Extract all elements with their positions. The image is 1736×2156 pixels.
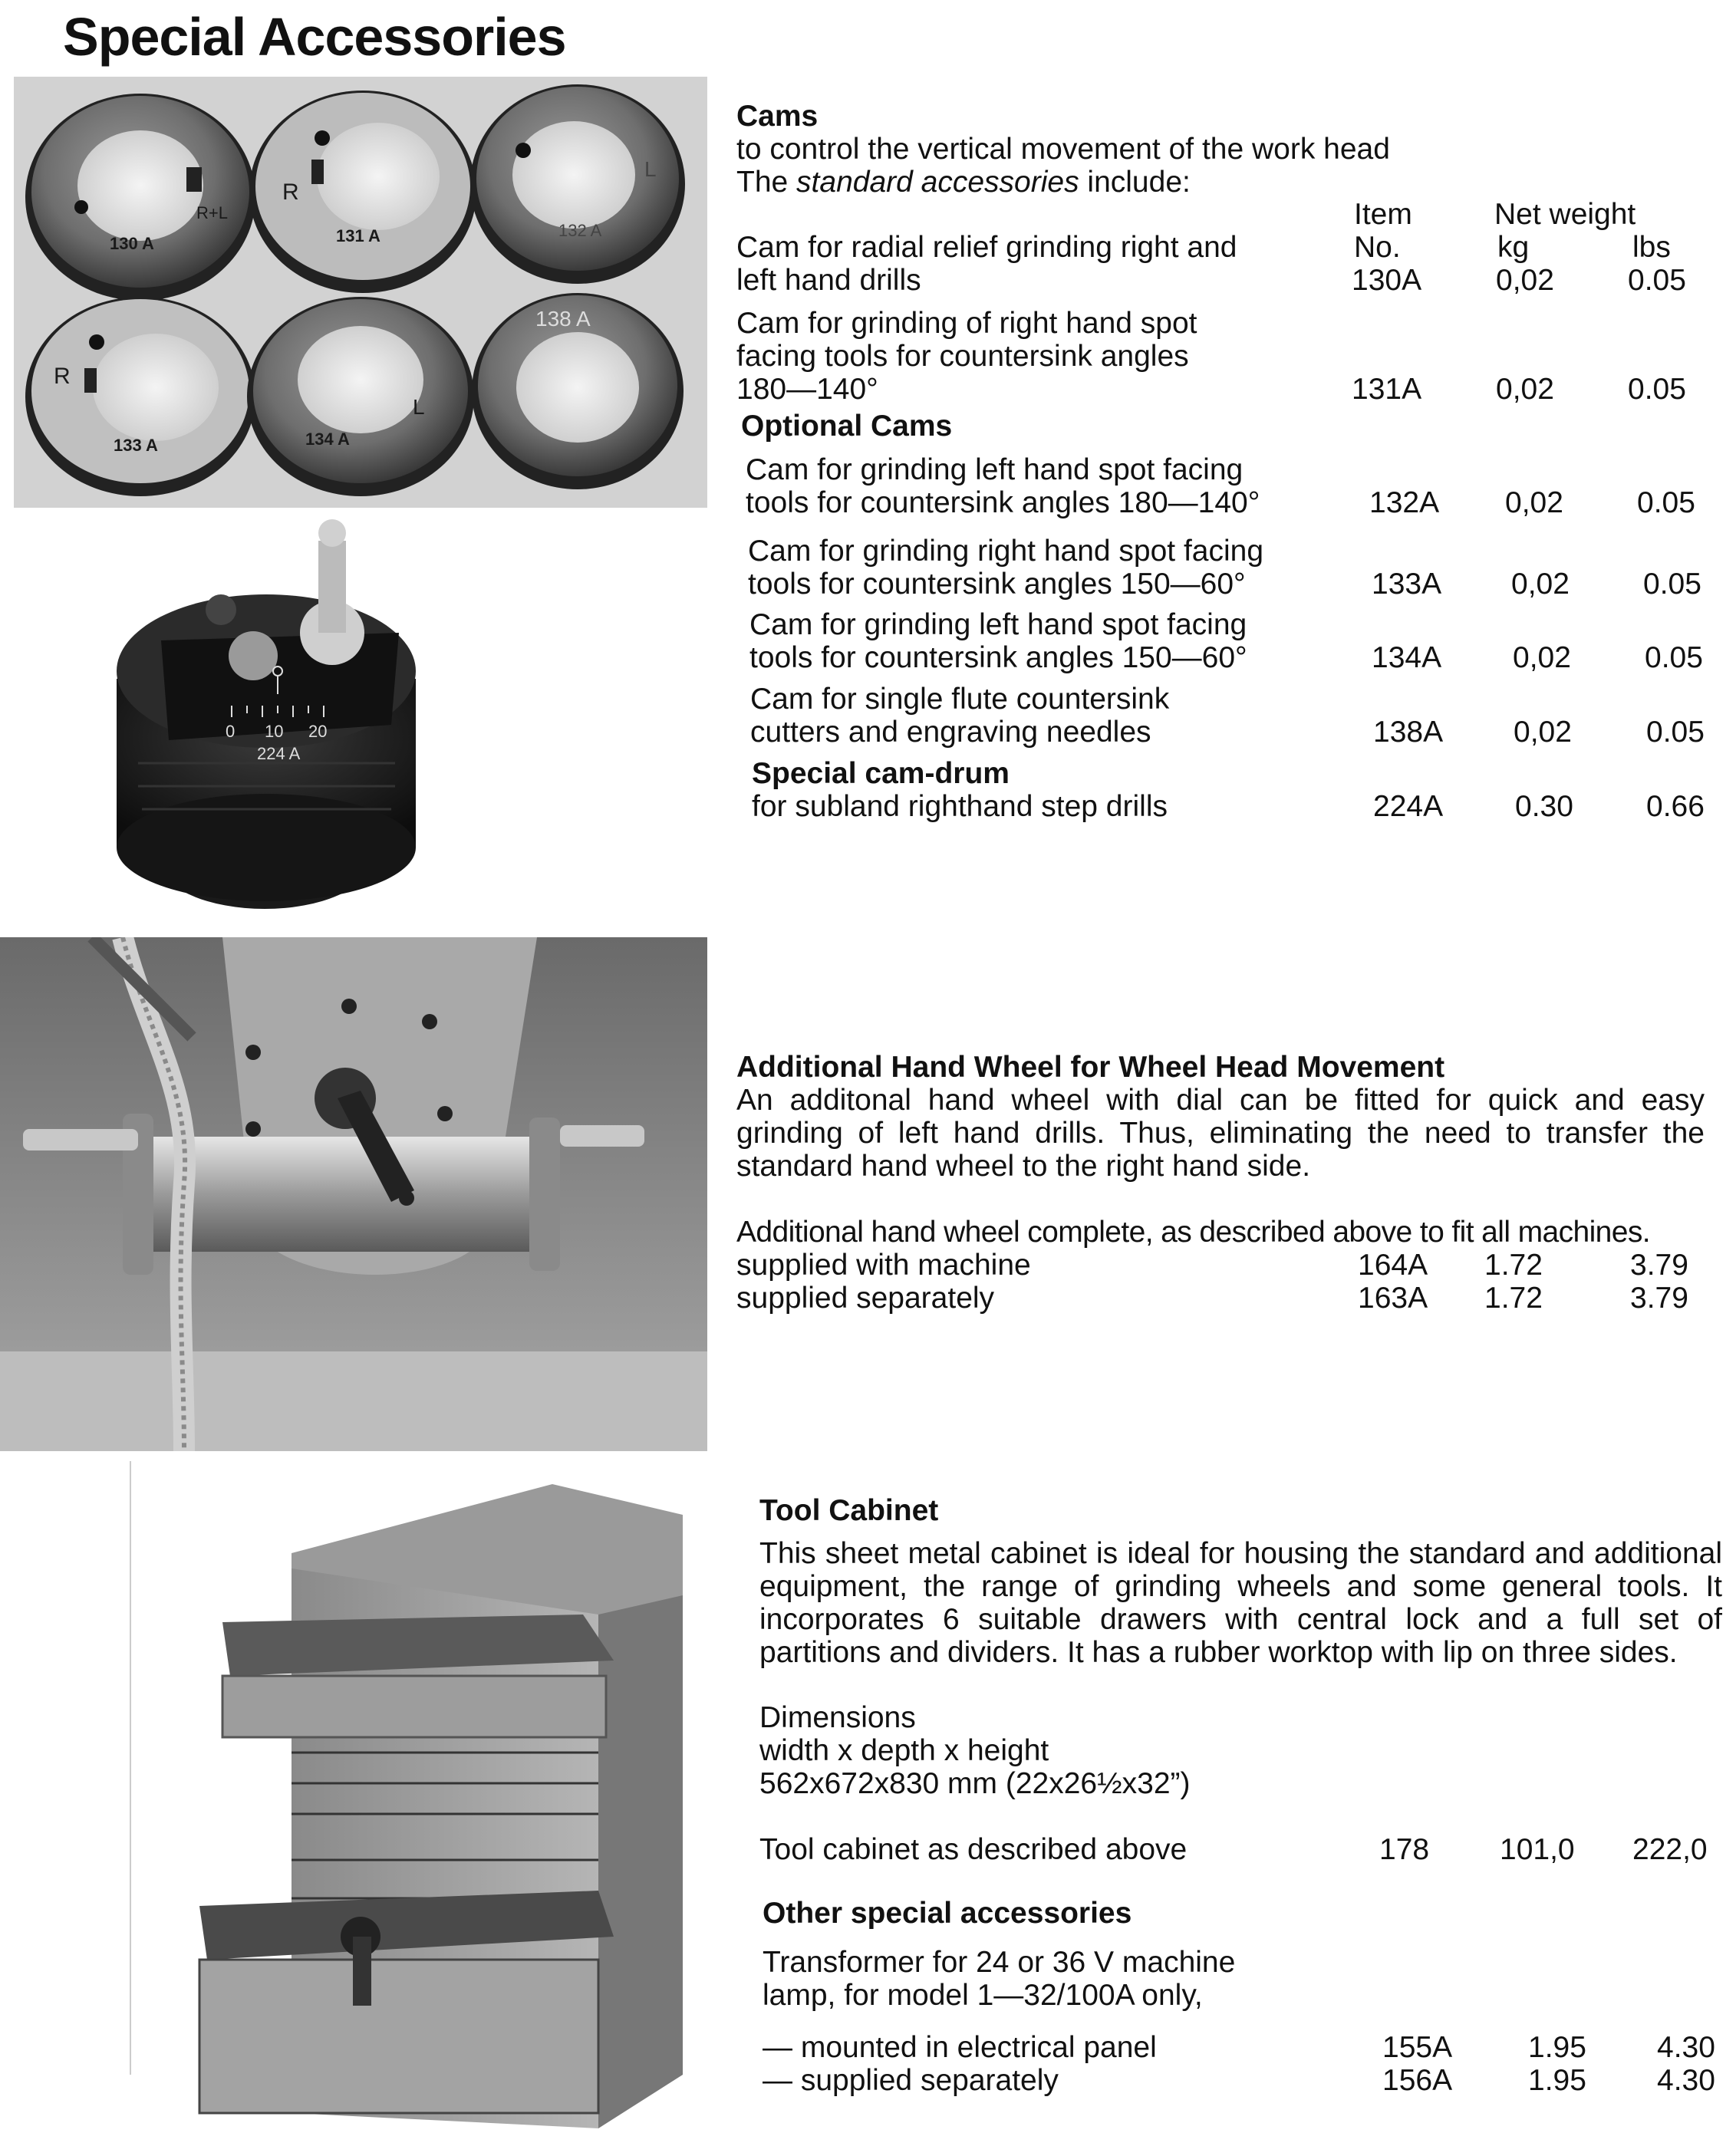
cam-134a-lbs: 0.05 <box>1645 641 1703 674</box>
cam-132a-desc-2: tools for countersink angles 180—140° <box>746 486 1260 519</box>
hand-wheel-description: An additonal hand wheel with dial can be fitted for quick and easy grinding of left hand drills. Thus, eliminating the need to transfer the standard hand wheel to the right hand side. <box>736 1084 1705 1183</box>
cam-mark-130a: R+L <box>196 203 228 222</box>
cam-drum-photo <box>31 510 476 932</box>
cam-133a-lbs: 0.05 <box>1643 568 1701 601</box>
cam-133a-item: 133A <box>1372 568 1442 601</box>
dimensions-label: Dimensions <box>759 1701 916 1734</box>
tool-cabinet-photo <box>15 1461 713 2156</box>
cam-132a-item: 132A <box>1369 486 1440 519</box>
cam-133a-desc-1: Cam for grinding right hand spot facing <box>748 535 1264 568</box>
cam-130a-kg: 0,02 <box>1496 264 1554 297</box>
cam-134a-desc-1: Cam for grinding left hand spot facing <box>749 608 1247 641</box>
cams-standard-post: include: <box>1079 166 1191 199</box>
drum-scale-10: 10 <box>265 722 284 741</box>
cam-mark-132a: L <box>644 157 657 181</box>
cam-mark-131a: R <box>282 179 299 205</box>
tool-cabinet-item: 178 <box>1379 1833 1430 1866</box>
cams-standard-line <box>736 166 1191 199</box>
hand-wheel-complete: Additional hand wheel complete, as described above to fit all machines. <box>736 1216 1650 1249</box>
cam-drum-desc: for subland righthand step drills <box>752 790 1168 823</box>
cam-drum-heading: Special cam-drum <box>752 757 1010 790</box>
cams-photo <box>14 77 707 508</box>
cam-131a-desc-2: facing tools for countersink angles <box>736 340 1189 373</box>
hand-wheel-photo <box>0 937 707 1451</box>
hand-wheel-164a-lbs: 3.79 <box>1630 1249 1688 1282</box>
cam-138a-desc-2: cutters and engraving needles <box>750 716 1151 749</box>
hand-wheel-164a-item: 164A <box>1358 1249 1428 1282</box>
col-weight-label: Net weight <box>1494 198 1636 231</box>
col-kg-label: kg <box>1497 231 1530 264</box>
cam-label-131a: 131 A <box>336 226 380 245</box>
hand-wheel-163a-item: 163A <box>1358 1282 1428 1315</box>
cam-130a-desc-2: left hand drills <box>736 264 921 297</box>
col-item-no-label: No. <box>1354 231 1401 264</box>
drum-label: 224 A <box>257 744 301 763</box>
cam-131a-desc-1: Cam for grinding of right hand spot <box>736 307 1197 340</box>
cams-purpose: to control the vertical movement of the work head <box>736 133 1390 166</box>
cam-mark-133a: R <box>54 364 71 389</box>
cam-label-138a: 138 A <box>535 307 591 331</box>
cam-138a-desc-1: Cam for single flute countersink <box>750 683 1170 716</box>
cam-label-130a: 130 A <box>110 234 154 253</box>
hand-wheel-163a-kg: 1.72 <box>1484 1282 1543 1315</box>
cam-134a-item: 134A <box>1372 641 1442 674</box>
cam-131a-kg: 0,02 <box>1496 373 1554 406</box>
drum-scale-0: 0 <box>226 722 236 741</box>
cam-label-134a: 134 A <box>305 430 350 449</box>
col-lbs-label: lbs <box>1632 231 1671 264</box>
transformer-desc-1: Transformer for 24 or 36 V machine <box>763 1946 1236 1979</box>
hand-wheel-164a-desc: supplied with machine <box>736 1249 1031 1282</box>
transformer-156a-kg: 1.95 <box>1528 2064 1586 2097</box>
drum-scale-20: 20 <box>308 722 328 741</box>
cam-138a-item: 138A <box>1373 716 1444 749</box>
cam-138a-lbs: 0.05 <box>1646 716 1705 749</box>
cam-132a-lbs: 0.05 <box>1637 486 1695 519</box>
cam-132a-desc-1: Cam for grinding left hand spot facing <box>746 453 1244 486</box>
hand-wheel-164a-kg: 1.72 <box>1484 1249 1543 1282</box>
cam-drum-lbs: 0.66 <box>1646 790 1705 823</box>
transformer-desc-2: lamp, for model 1—32/100A only, <box>763 1979 1203 2012</box>
cams-standard-pre: The <box>736 166 797 199</box>
cam-label-132a: 132 A <box>558 221 602 240</box>
cams-heading: Cams <box>736 100 819 133</box>
cam-133a-kg: 0,02 <box>1511 568 1570 601</box>
cam-mark-134a: L <box>413 395 425 419</box>
cams-standard-em: standard accessories <box>796 166 1079 199</box>
cam-131a-item: 131A <box>1352 373 1422 406</box>
cam-130a-desc-1: Cam for radial relief grinding right and <box>736 231 1237 264</box>
transformer-155a-item: 155A <box>1382 2031 1453 2064</box>
tool-cabinet-lbs: 222,0 <box>1632 1833 1708 1866</box>
tool-cabinet-heading: Tool Cabinet <box>759 1494 939 1527</box>
col-item-label: Item <box>1354 198 1412 231</box>
transformer-155a-lbs: 4.30 <box>1657 2031 1715 2064</box>
cam-138a-kg: 0,02 <box>1514 716 1572 749</box>
tool-cabinet-description: This sheet metal cabinet is ideal for housing the standard and additional equipment, the range of grinding wheels and some general tools. It incorporates 6 suitable drawers with central lock and a full set of partitions and dividers. It has a rubber worktop with lip on three sides. <box>759 1537 1722 1669</box>
cam-130a-item: 130A <box>1352 264 1422 297</box>
cam-label-133a: 133 A <box>114 436 158 455</box>
transformer-156a-desc: — supplied separately <box>763 2064 1059 2097</box>
tool-cabinet-row-desc: Tool cabinet as described above <box>759 1833 1188 1866</box>
cam-134a-desc-2: tools for countersink angles 150—60° <box>749 641 1247 674</box>
transformer-155a-desc: — mounted in electrical panel <box>763 2031 1157 2064</box>
tool-cabinet-kg: 101,0 <box>1500 1833 1575 1866</box>
cam-drum-kg: 0.30 <box>1515 790 1573 823</box>
cam-drum-item: 224A <box>1373 790 1444 823</box>
hand-wheel-163a-desc: supplied separately <box>736 1282 995 1315</box>
transformer-155a-kg: 1.95 <box>1528 2031 1586 2064</box>
hand-wheel-heading: Additional Hand Wheel for Wheel Head Movement <box>736 1051 1445 1084</box>
transformer-156a-lbs: 4.30 <box>1657 2064 1715 2097</box>
cam-130a-lbs: 0.05 <box>1628 264 1686 297</box>
dimensions-axes: width x depth x height <box>759 1734 1049 1767</box>
cam-132a-kg: 0,02 <box>1505 486 1563 519</box>
cam-131a-lbs: 0.05 <box>1628 373 1686 406</box>
cam-131a-desc-3: 180—140° <box>736 373 878 406</box>
transformer-156a-item: 156A <box>1382 2064 1453 2097</box>
other-accessories-heading: Other special accessories <box>763 1897 1132 1930</box>
hand-wheel-163a-lbs: 3.79 <box>1630 1282 1688 1315</box>
optional-cams-heading: Optional Cams <box>741 410 953 443</box>
cam-133a-desc-2: tools for countersink angles 150—60° <box>748 568 1246 601</box>
dimensions-values: 562x672x830 mm (22x26½x32”) <box>759 1767 1191 1800</box>
page-title: Special Accessories <box>63 7 566 67</box>
cam-134a-kg: 0,02 <box>1513 641 1571 674</box>
